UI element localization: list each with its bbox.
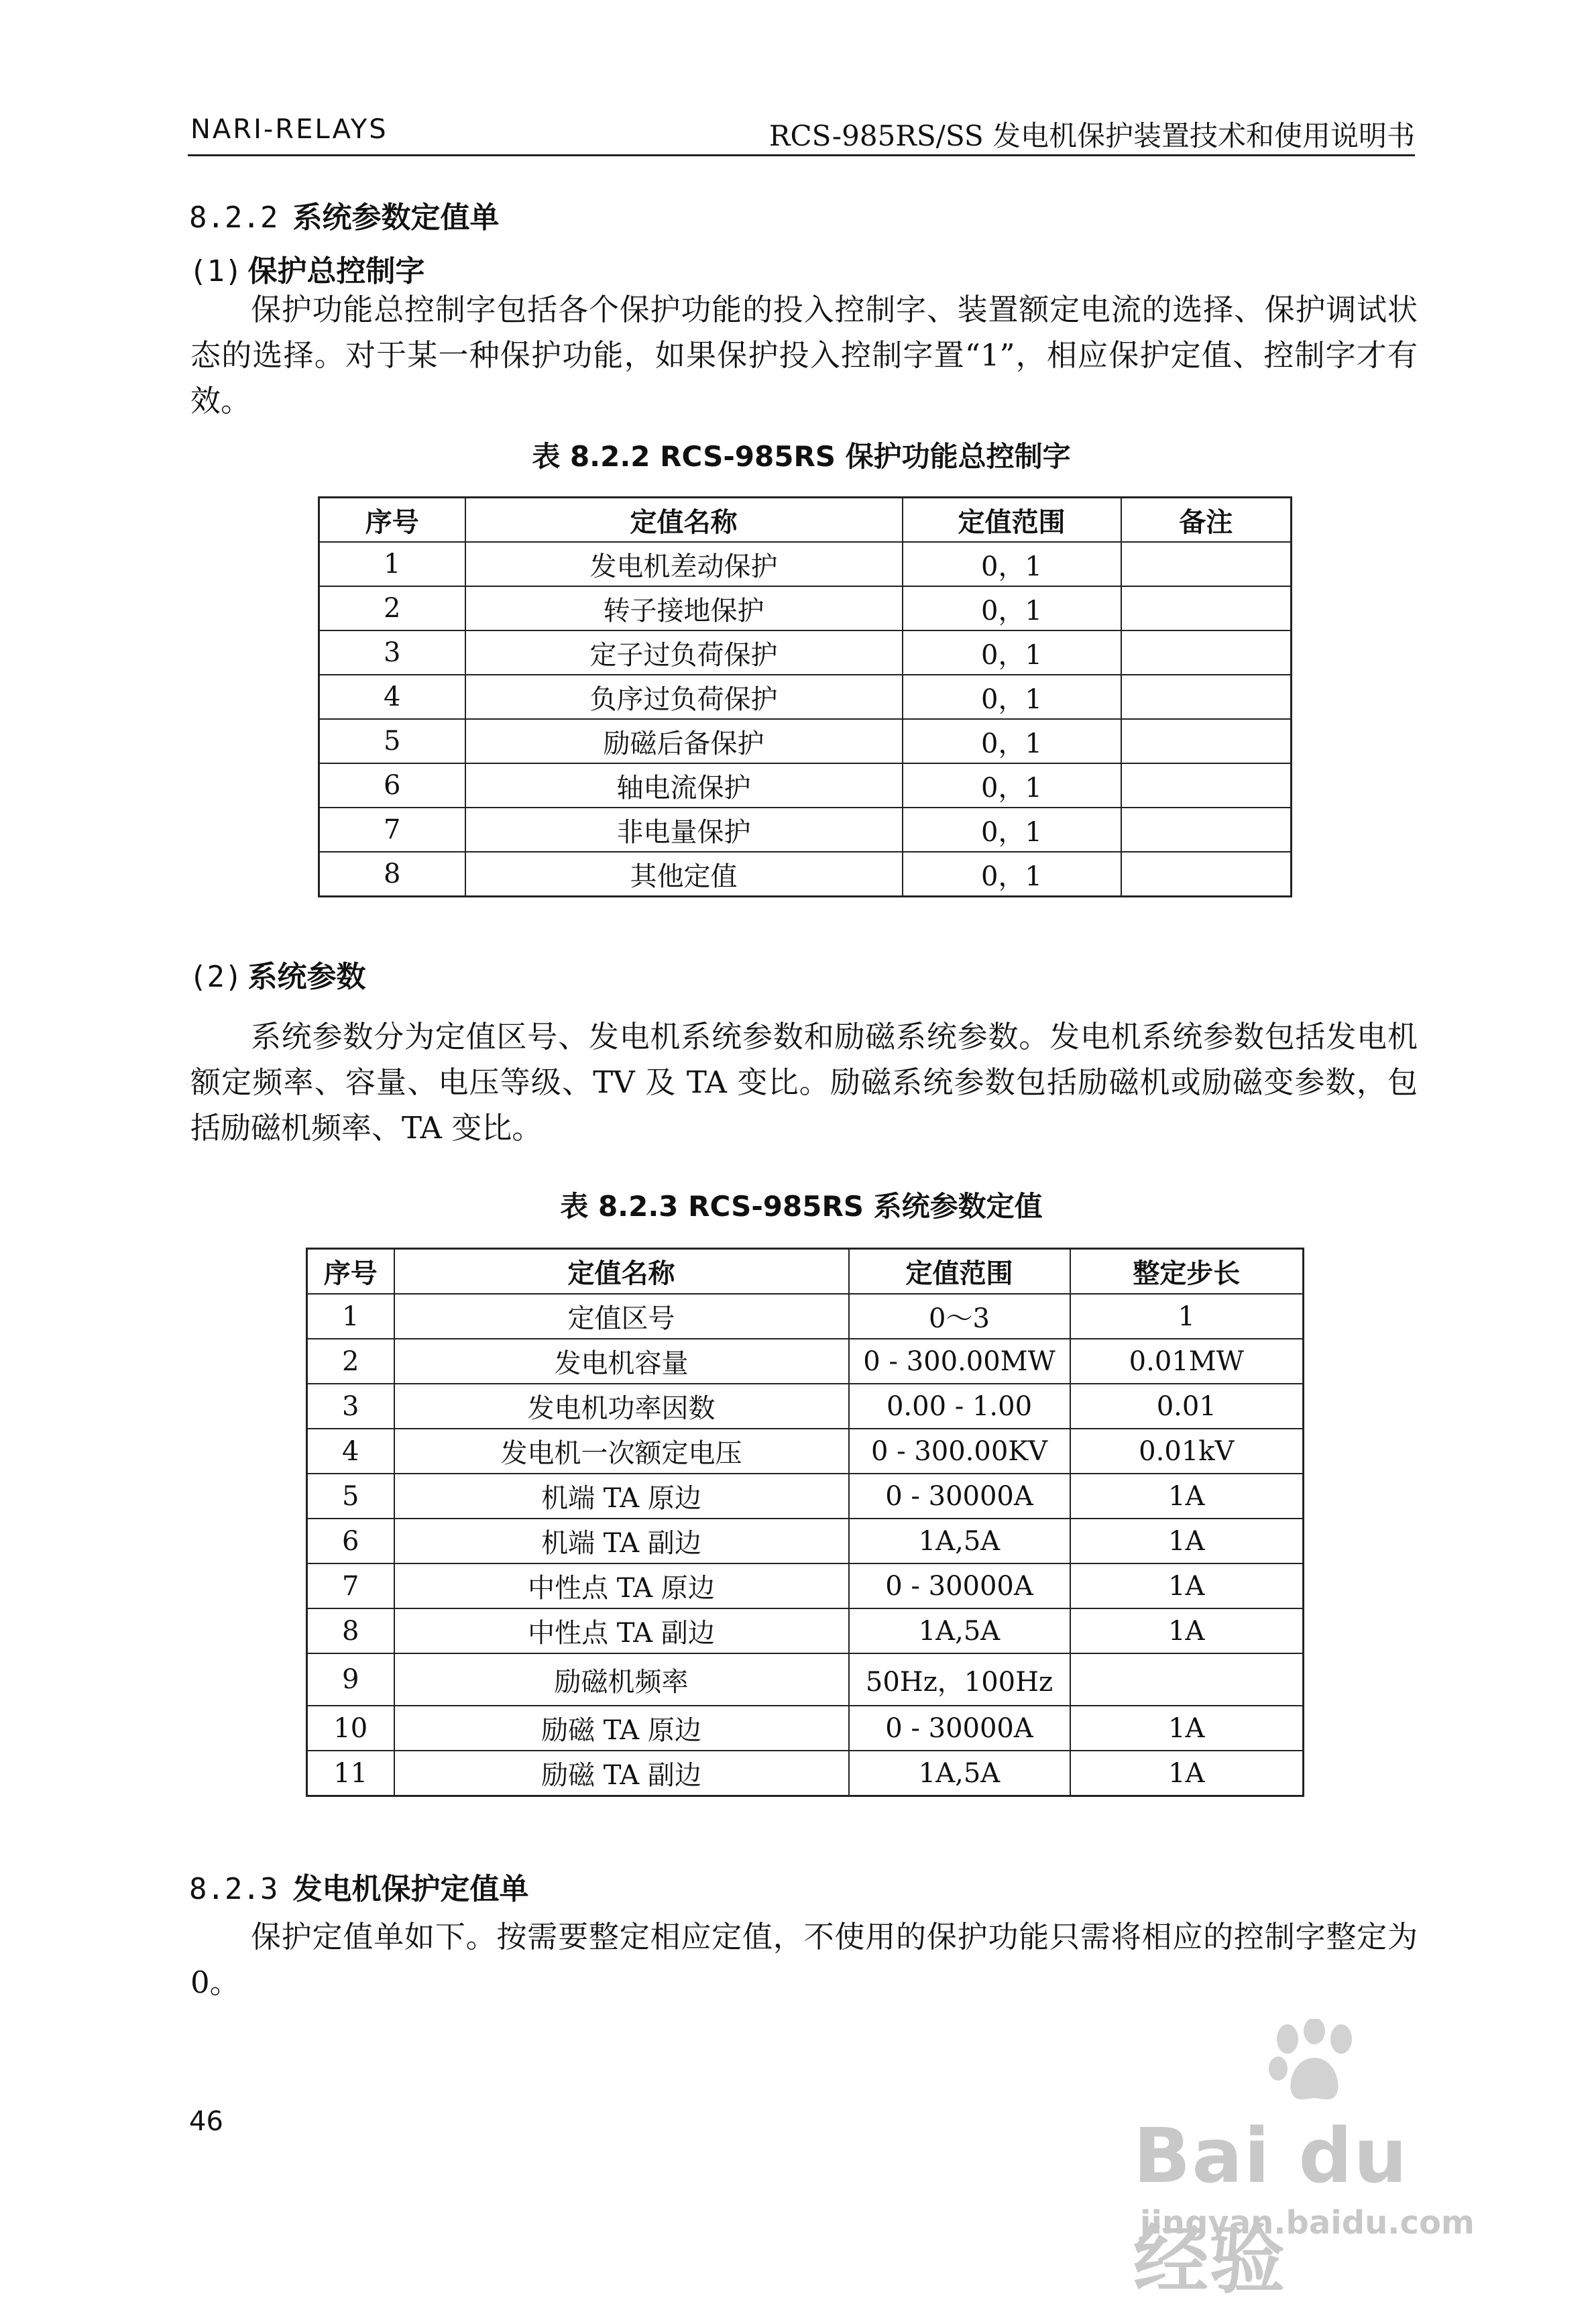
table-cell: 轴电流保护: [465, 763, 903, 808]
section-heading-822: [189, 193, 499, 236]
column-header: 定值名称: [465, 498, 903, 543]
table-cell: [1121, 719, 1292, 763]
subheading-1: [189, 247, 424, 290]
table-cell: 其他定值: [465, 852, 903, 897]
subheading-2: [189, 952, 365, 995]
table-cell: 0.01kV: [1070, 1429, 1304, 1474]
table-cell: 机端 TA 原边: [394, 1474, 849, 1519]
table-row: [307, 1474, 1304, 1519]
table2-caption: 表 8.2.3 RCS-985RS 系统参数定值: [560, 1190, 1043, 1223]
table-row: [307, 1429, 1304, 1474]
table-cell: 0，1: [903, 719, 1121, 763]
section-number: 8.2.3: [189, 1872, 278, 1906]
subheading-number: (1): [189, 254, 243, 288]
paragraph-protection-settings: 保护定值单如下。按需要整定相应定值，不使用的保护功能只需将相应的控制字整定为 0。: [190, 1919, 1418, 2000]
table-cell: 7: [307, 1563, 394, 1608]
table-cell: 0.01MW: [1070, 1339, 1304, 1384]
control-word-table: [318, 496, 1292, 897]
header-brand: NARI-RELAYS: [190, 114, 388, 145]
table-cell: 1A,5A: [849, 1608, 1070, 1653]
table-cell: 1: [307, 1294, 394, 1339]
column-header: 序号: [319, 498, 465, 543]
table-cell: 1: [319, 542, 465, 586]
table-cell: 0，1: [903, 542, 1121, 586]
table-cell: 0，1: [903, 630, 1121, 675]
paragraph-system-params: 系统参数分为定值区号、发电机系统参数和励磁系统参数。发电机系统参数包括发电机额定频率、容量、电压等级、TV 及 TA 变比。励磁系统参数包括励磁机或励磁变参数，包括励磁机频率、TA 变比。: [190, 1019, 1418, 1146]
subheading-title: 系统参数: [247, 960, 366, 994]
table-cell: 2: [319, 586, 465, 630]
table-row: [307, 1563, 1304, 1608]
table-cell: 中性点 TA 原边: [394, 1563, 849, 1608]
section-title: 发电机保护定值单: [292, 1872, 529, 1906]
table-cell: 0.01: [1070, 1384, 1304, 1429]
table-cell: 50Hz，100Hz: [849, 1653, 1070, 1706]
table-cell: 0 - 300.00KV: [849, 1429, 1070, 1474]
table-cell: 1A: [1070, 1706, 1304, 1751]
table-cell: [1121, 630, 1292, 675]
table-row: [307, 1294, 1304, 1339]
table-cell: 励磁 TA 原边: [394, 1706, 849, 1751]
table-cell: 定子过负荷保护: [465, 630, 903, 675]
table1-caption: 表 8.2.2 RCS-985RS 保护功能总控制字: [532, 440, 1071, 473]
table-cell: 8: [307, 1608, 394, 1653]
table-cell: [1121, 586, 1292, 630]
page-header: [188, 107, 1415, 161]
table-cell: [1121, 542, 1292, 586]
table-cell: [1121, 763, 1292, 808]
subheading-title: 保护总控制字: [247, 254, 425, 288]
column-header: 定值名称: [394, 1249, 849, 1295]
table-row: [319, 542, 1292, 586]
table-cell: [1121, 808, 1292, 852]
column-header: 备注: [1121, 498, 1292, 543]
section-number: 8.2.2: [189, 201, 278, 235]
table-cell: 10: [307, 1706, 394, 1751]
table-cell: 1A,5A: [849, 1751, 1070, 1796]
table-cell: 4: [307, 1429, 394, 1474]
table-cell: 8: [319, 852, 465, 897]
table-cell: 0～3: [849, 1294, 1070, 1339]
table-cell: 0，1: [903, 763, 1121, 808]
table-row: [307, 1519, 1304, 1563]
table-cell: 4: [319, 675, 465, 719]
column-header: 定值范围: [903, 498, 1121, 543]
table-cell: 0 - 30000A: [849, 1706, 1070, 1751]
table-header-row: [319, 498, 1292, 543]
table-cell: 6: [307, 1519, 394, 1563]
table-cell: 机端 TA 副边: [394, 1519, 849, 1563]
table-cell: 1A: [1070, 1608, 1304, 1653]
section-title: 系统参数定值单: [292, 201, 500, 235]
table-cell: 9: [307, 1653, 394, 1706]
table-cell: 7: [319, 808, 465, 852]
table-cell: 发电机一次额定电压: [394, 1429, 849, 1474]
table-cell: 5: [319, 719, 465, 763]
table-cell: 1A: [1070, 1519, 1304, 1563]
table-row: [319, 808, 1292, 852]
table-cell: 3: [319, 630, 465, 675]
table-row: [307, 1384, 1304, 1429]
table-cell: 1A,5A: [849, 1519, 1070, 1563]
table-cell: 2: [307, 1339, 394, 1384]
table-row: [307, 1339, 1304, 1384]
header-title: RCS-985RS/SS 发电机保护装置技术和使用说明书: [768, 119, 1415, 152]
table-cell: 定值区号: [394, 1294, 849, 1339]
table-cell: 3: [307, 1384, 394, 1429]
table-cell: 1: [1070, 1294, 1304, 1339]
table-cell: 0，1: [903, 586, 1121, 630]
table-cell: 6: [319, 763, 465, 808]
table-cell: 发电机功率因数: [394, 1384, 849, 1429]
table-cell: 中性点 TA 副边: [394, 1608, 849, 1653]
table-cell: 11: [307, 1751, 394, 1796]
table-row: [307, 1608, 1304, 1653]
table-cell: 1A: [1070, 1474, 1304, 1519]
table-cell: 0 - 30000A: [849, 1474, 1070, 1519]
table-cell: [1121, 852, 1292, 897]
table-cell: 0，1: [903, 675, 1121, 719]
watermark-logo-text: Bai du 经验: [1133, 2113, 1409, 2304]
table-cell: 5: [307, 1474, 394, 1519]
table-row: [307, 1706, 1304, 1751]
table-cell: 负序过负荷保护: [465, 675, 903, 719]
table-row: [319, 719, 1292, 763]
page-number: 46: [189, 2106, 223, 2137]
table-cell: 0 - 30000A: [849, 1563, 1070, 1608]
table-cell: 励磁机频率: [394, 1653, 849, 1706]
table-row: [319, 586, 1292, 630]
table-row: [319, 763, 1292, 808]
table-row: [319, 852, 1292, 897]
section-heading-823: [189, 1865, 528, 1908]
table-cell: 非电量保护: [465, 808, 903, 852]
table-cell: 发电机容量: [394, 1339, 849, 1384]
table-cell: 励磁 TA 副边: [394, 1751, 849, 1796]
table-row: [319, 675, 1292, 719]
column-header: 整定步长: [1070, 1249, 1304, 1295]
paragraph-control-word: 保护功能总控制字包括各个保护功能的投入控制字、装置额定电流的选择、保护调试状态的选择。对于某一种保护功能，如果保护投入控制字置“1”，相应保护定值、控制字才有效。: [190, 292, 1418, 419]
table-cell: 0.00 - 1.00: [849, 1384, 1070, 1429]
column-header: 序号: [307, 1249, 394, 1295]
table-header-row: [307, 1249, 1304, 1295]
paw-icon: [1261, 2019, 1368, 2106]
table-cell: [1070, 1653, 1304, 1706]
baidu-watermark: [1133, 2019, 1509, 2304]
table-row: [319, 630, 1292, 675]
column-header: 定值范围: [849, 1249, 1070, 1295]
table-cell: 0 - 300.00MW: [849, 1339, 1070, 1384]
table-cell: [1121, 675, 1292, 719]
table-cell: 0，1: [903, 808, 1121, 852]
table-row: [307, 1751, 1304, 1796]
table-cell: 1A: [1070, 1751, 1304, 1796]
table-cell: 发电机差动保护: [465, 542, 903, 586]
table-cell: 转子接地保护: [465, 586, 903, 630]
table-cell: 0，1: [903, 852, 1121, 897]
watermark-url: jingyan.baidu.com: [1140, 2204, 1475, 2242]
header-rule: [188, 154, 1415, 156]
system-parameter-table: [306, 1248, 1304, 1797]
subheading-number: (2): [189, 960, 243, 994]
table-cell: 励磁后备保护: [465, 719, 903, 763]
table-row: [307, 1653, 1304, 1706]
table-cell: 1A: [1070, 1563, 1304, 1608]
